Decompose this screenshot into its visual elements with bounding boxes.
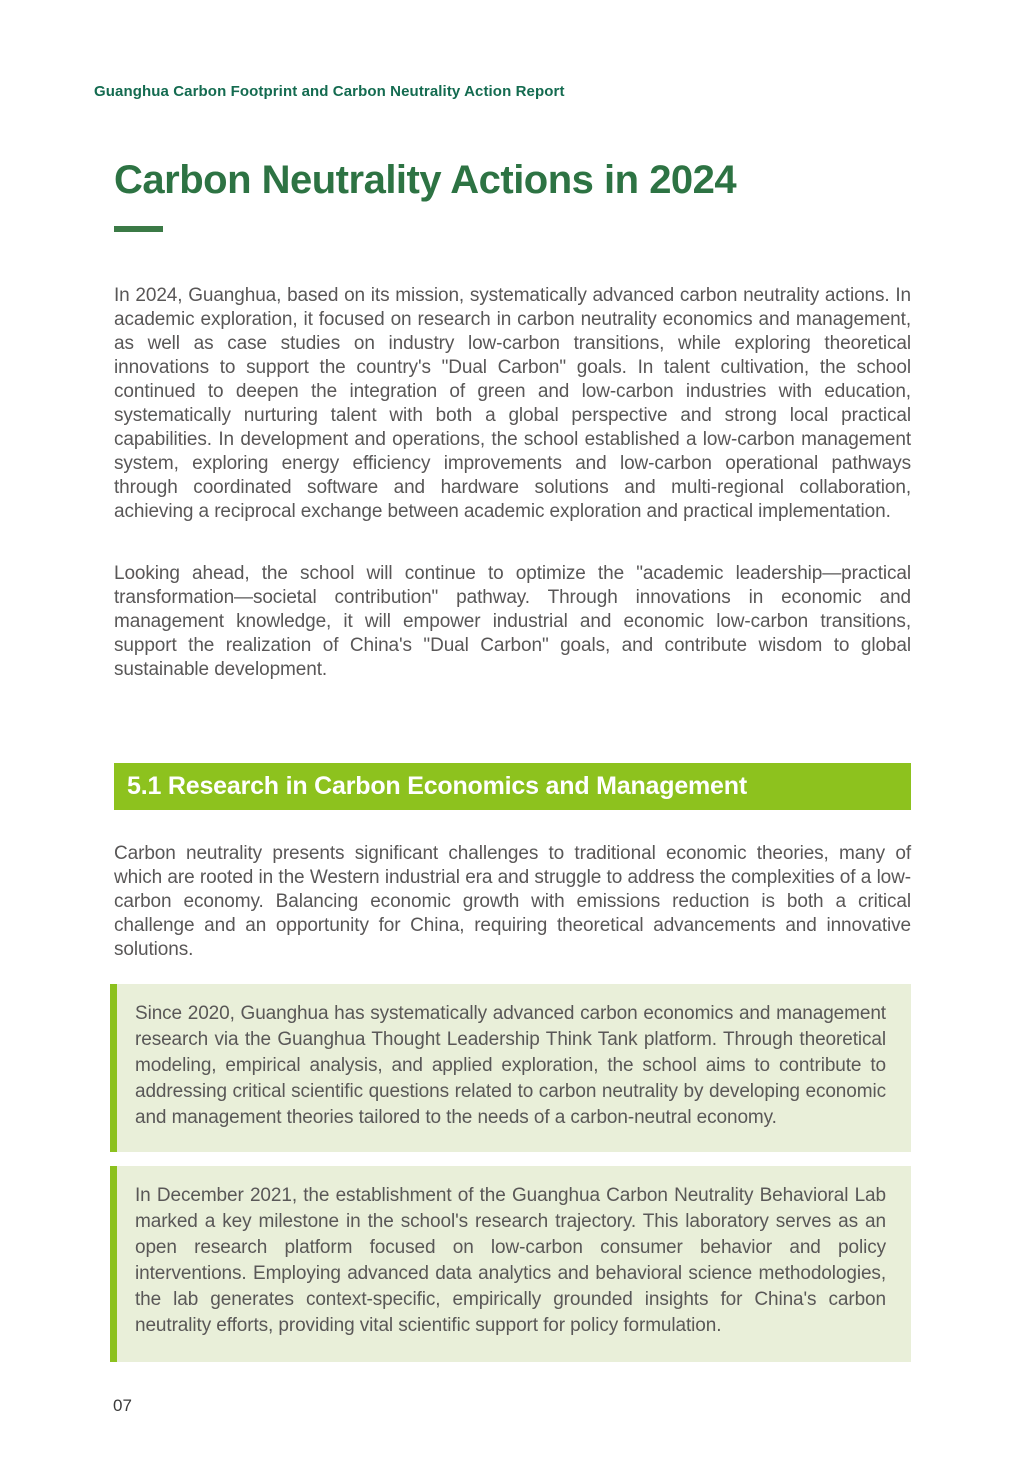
- page-number: 07: [113, 1396, 132, 1415]
- callout-text: Since 2020, Guanghua has systematically advanced carbon economics and management research via the Guanghua Thought Leadership Think Tank platform. Through theoretical modeling, empirical analysis, and applied exploration, the school aims to contribute to addressing critical scientific questions related to carbon neutrality by developing economic and management theories tailored to the needs of a carbon-neutral economy.: [135, 1003, 886, 1128]
- section-intro-paragraph: Carbon neutrality presents significant challenges to traditional economic theories, many of which are rooted in the Western industrial era and struggle to address the complexities of a low-carbon economy. Balancing economic growth with emissions reduction is both a critical challenge and an opportunity for China, requiring theoretical advancements and innovative solutions.: [114, 843, 911, 960]
- callout-box-behavioral-lab: [110, 1166, 911, 1362]
- intro-paragraph-1: In 2024, Guanghua, based on its mission, systematically advanced carbon neutrality actions. In academic exploration, it focused on research in carbon neutrality economics and management, as well as case studies on industry low-carbon transitions, while exploring theoretical innovations to support the country's "Dual Carbon" goals. In talent cultivation, the school continued to deepen the integration of green and low-carbon industries with education, systematically nurturing talent with both a global perspective and strong local practical capabilities. In development and operations, the school established a low-carbon management system, exploring energy efficiency improvements and low-carbon operational pathways through coordinated software and hardware solutions and multi-regional collaboration, achieving a reciprocal exchange between academic exploration and practical implementation.: [114, 285, 911, 522]
- chapter-title: Carbon Neutrality Actions in 2024: [114, 158, 737, 202]
- callout-text: In December 2021, the establishment of the Guanghua Carbon Neutrality Behavioral Lab marked a key milestone in the school's research trajectory. This laboratory serves as an open research platform focused on low-carbon consumer behavior and policy interventions. Employing advanced data analytics and behavioral science methodologies, the lab generates context-specific, empirically grounded insights for China's carbon neutrality efforts, providing vital scientific support for policy formulation.: [135, 1185, 886, 1336]
- title-underline-dash: [114, 226, 163, 232]
- callout-box-think-tank: [110, 984, 911, 1152]
- report-header: Guanghua Carbon Footprint and Carbon Neutrality Action Report: [94, 83, 565, 100]
- section-heading: 5.1 Research in Carbon Economics and Management: [127, 772, 747, 800]
- section-heading-bar: [114, 763, 911, 810]
- intro-paragraph-2: Looking ahead, the school will continue to optimize the "academic leadership—practical transformation—societal contribution" pathway. Through innovations in economic and management knowledge, it will empower industrial and economic low-carbon transitions, support the realization of China's "Dual Carbon" goals, and contribute wisdom to global sustainable development.: [114, 563, 911, 680]
